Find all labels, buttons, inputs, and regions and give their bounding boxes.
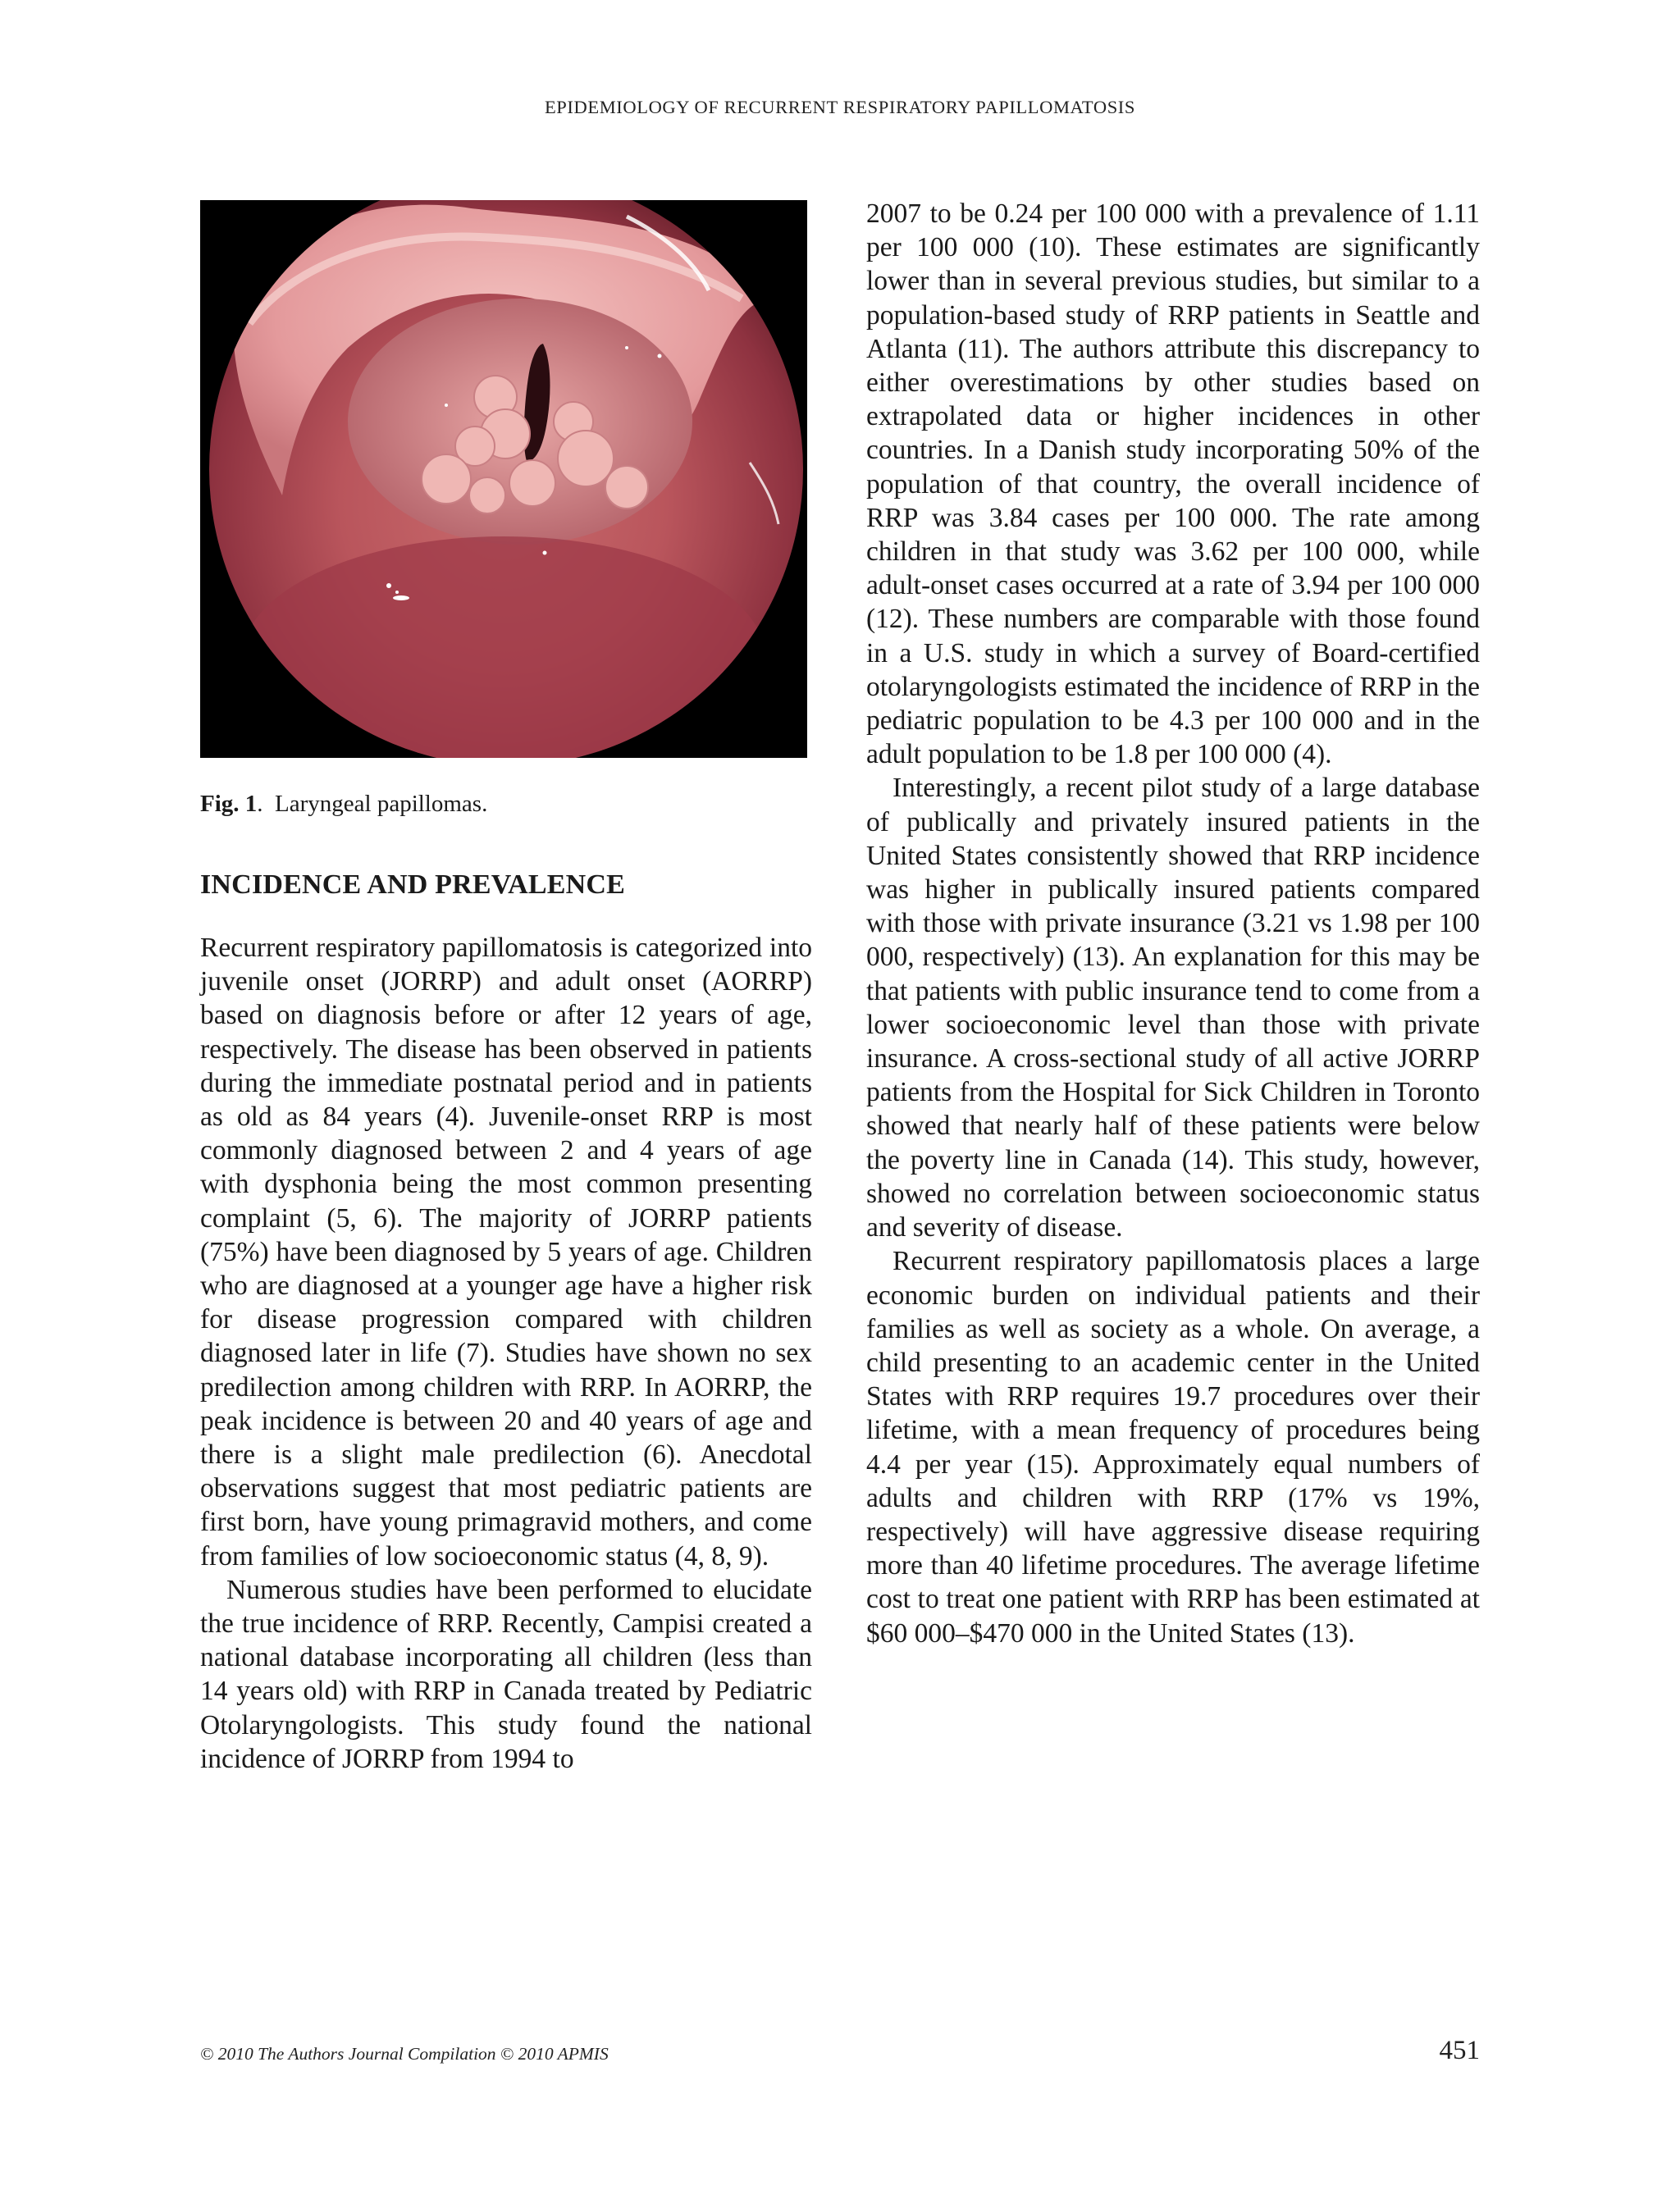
left-column bbox=[200, 200, 812, 1776]
page-number: 451 bbox=[1439, 2036, 1480, 2065]
left-paragraph-2: Numerous studies have been performed to elucidate the true incidence of RRP. Recently, Campisi created a national database incorporating all children (less than 14 years old) with RRP in Canada treated by Pediatric Otolaryngologists. This study found the national incidence of JORRP from 1994 to bbox=[200, 1574, 812, 1774]
section-heading: INCIDENCE AND PREVALENCE bbox=[200, 869, 626, 900]
right-paragraph-3: Recurrent respiratory papillomatosis places a large economic burden on individual patients and their families as well as society as a whole. On average, a child presenting to an academic center in the United States with RRP requires 19.7 procedures over their lifetime, with a mean frequency of procedures being 4.4 per year (15). Approximately equal numbers of adults and children with RRP (17% vs 19%, respectively) will have aggressive disease requiring more than 40 lifetime procedures. The average lifetime cost to treat one patient with RRP has been estimated at $60 000–$470 000 in the United States (13). bbox=[866, 1246, 1480, 1649]
footer-copyright: © 2010 The Authors Journal Compilation © 2010 APMIS bbox=[200, 2044, 609, 2064]
laryngeal-papillomas-photo bbox=[200, 200, 807, 758]
right-column bbox=[866, 197, 1480, 1650]
running-header: EPIDEMIOLOGY OF RECURRENT RESPIRATORY PAPILLOMATOSIS bbox=[544, 97, 1136, 117]
figure-caption-text: Laryngeal papillomas. bbox=[275, 791, 488, 817]
figure-caption-separator: . bbox=[257, 791, 276, 817]
figure-caption bbox=[200, 787, 812, 820]
figure-label: Fig. 1 bbox=[200, 791, 258, 817]
left-paragraph-1: Recurrent respiratory papillomatosis is categorized into juvenile onset (JORRP) and adult onset (AORRP) based on diagnosis before or after 12 years of age, respectively. The disease has been observed in patients during the immediate postnatal period and in patients as old as 84 years (4). Juvenile-onset RRP is most commonly diagnosed between 2 and 4 years of age with dysphonia being the most common presenting complaint (5, 6). The majority of JORRP patients (75%) have been diagnosed by 5 years of age. Children who are diagnosed at a younger age have a higher risk for disease progression compared with children diagnosed later in life (7). Studies have shown no sex predilection among children with RRP. In AORRP, the peak incidence is between 20 and 40 years of age and there is a slight male predilection (6). Anecdotal observations suggest that most pediatric patients are first born, have young primagravid mothers, and come from families of low socioeconomic status (4, 8, 9). bbox=[200, 933, 812, 1572]
right-paragraph-1: 2007 to be 0.24 per 100 000 with a prevalence of 1.11 per 100 000 (10). These estimates are significantly lower than in several previous studies, but similar to a population-based study of RRP patients in Seattle and Atlanta (11). The authors attribute this discrepancy to either overestimations by other studies based on extrapolated data or higher incidences in other countries. In a Danish study incorporating 50% of the population of that country, the overall incidence of RRP was 3.84 cases per 100 000. The rate among children in that study was 3.62 per 100 000, while adult-onset cases occurred at a rate of 3.94 per 100 000 (12). These numbers are comparable with those found in a U.S. study in which a survey of Board-certified otolaryngologists estimated the incidence of RRP in the pediatric population to be 4.3 per 100 000 and in the adult population to be 1.8 per 100 000 (4). bbox=[866, 198, 1480, 770]
right-paragraph-2: Interestingly, a recent pilot study of a large database of publically and privately insured patients in the United States consistently showed that RRP incidence was higher in publically insured patients compared with those with private insurance (3.21 vs 1.98 per 100 000, respectively) (13). An explanation for this may be that patients with public insurance tend to come from a lower socioeconomic level than those with private insurance. A cross-sectional study of all active JORRP patients from the Hospital for Sick Children in Toronto showed that nearly half of these patients were below the poverty line in Canada (14). This study, however, showed no correlation between socioeconomic status and severity of disease. bbox=[866, 773, 1480, 1243]
figure-endoscopic-image bbox=[200, 200, 807, 758]
